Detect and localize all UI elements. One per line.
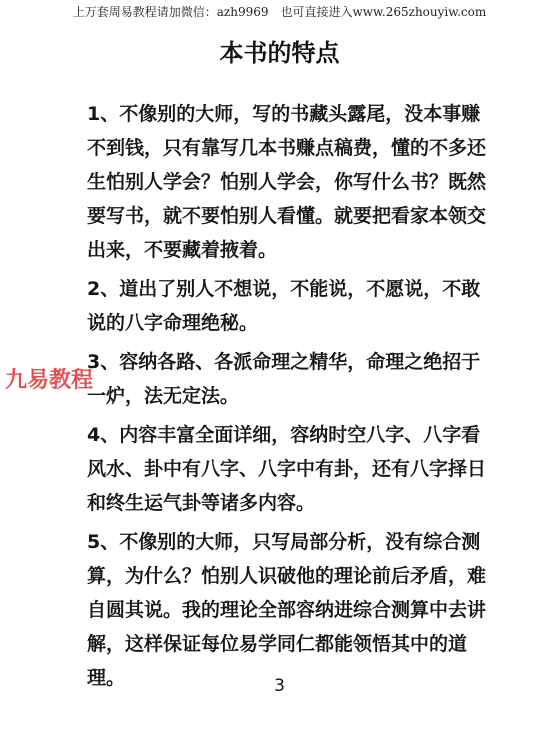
paragraph-3: 3、容纳各路、各派命理之精华，命理之绝招于一炉，法无定法。 — [87, 351, 481, 407]
body-text — [87, 97, 499, 700]
paragraph-1: 1、不像别的大师，写的书藏头露尾，没本事赚不到钱，只有靠写几本书赚点稿费，懂的不多还生怕别人学会？怕别人学会，你写什么书？既然要写书，就不要怕别人看懂。就要把看家本领交出来，不要藏着掖着。 — [87, 103, 487, 261]
paragraph-4: 4、内容丰富全面详细，容纳时空八字、八字看风水、卦中有八字、八字中有卦，还有八字择日和终生运气卦等诸多内容。 — [87, 424, 487, 514]
header-watermark-text: 上万套周易教程请加微信：azh9969 也可直接进入www.265zhouyiw.com — [72, 5, 487, 19]
page-title: 本书的特点 — [219, 39, 340, 67]
paragraph-5: 5、不像别的大师，只写局部分析，没有综合测算，为什么？怕别人识破他的理论前后矛盾，难自圆其说。我的理论全部容纳进综合测算中去讲解，这样保证每位易学同仁都能领悟其中的道理。 — [87, 531, 487, 689]
page-number: 3 — [274, 676, 285, 696]
paragraph-2: 2、道出了别人不想说，不能说，不愿说，不敢说的八字命理绝秘。 — [87, 278, 481, 334]
red-watermark-logo: 九易教程 — [5, 368, 94, 393]
